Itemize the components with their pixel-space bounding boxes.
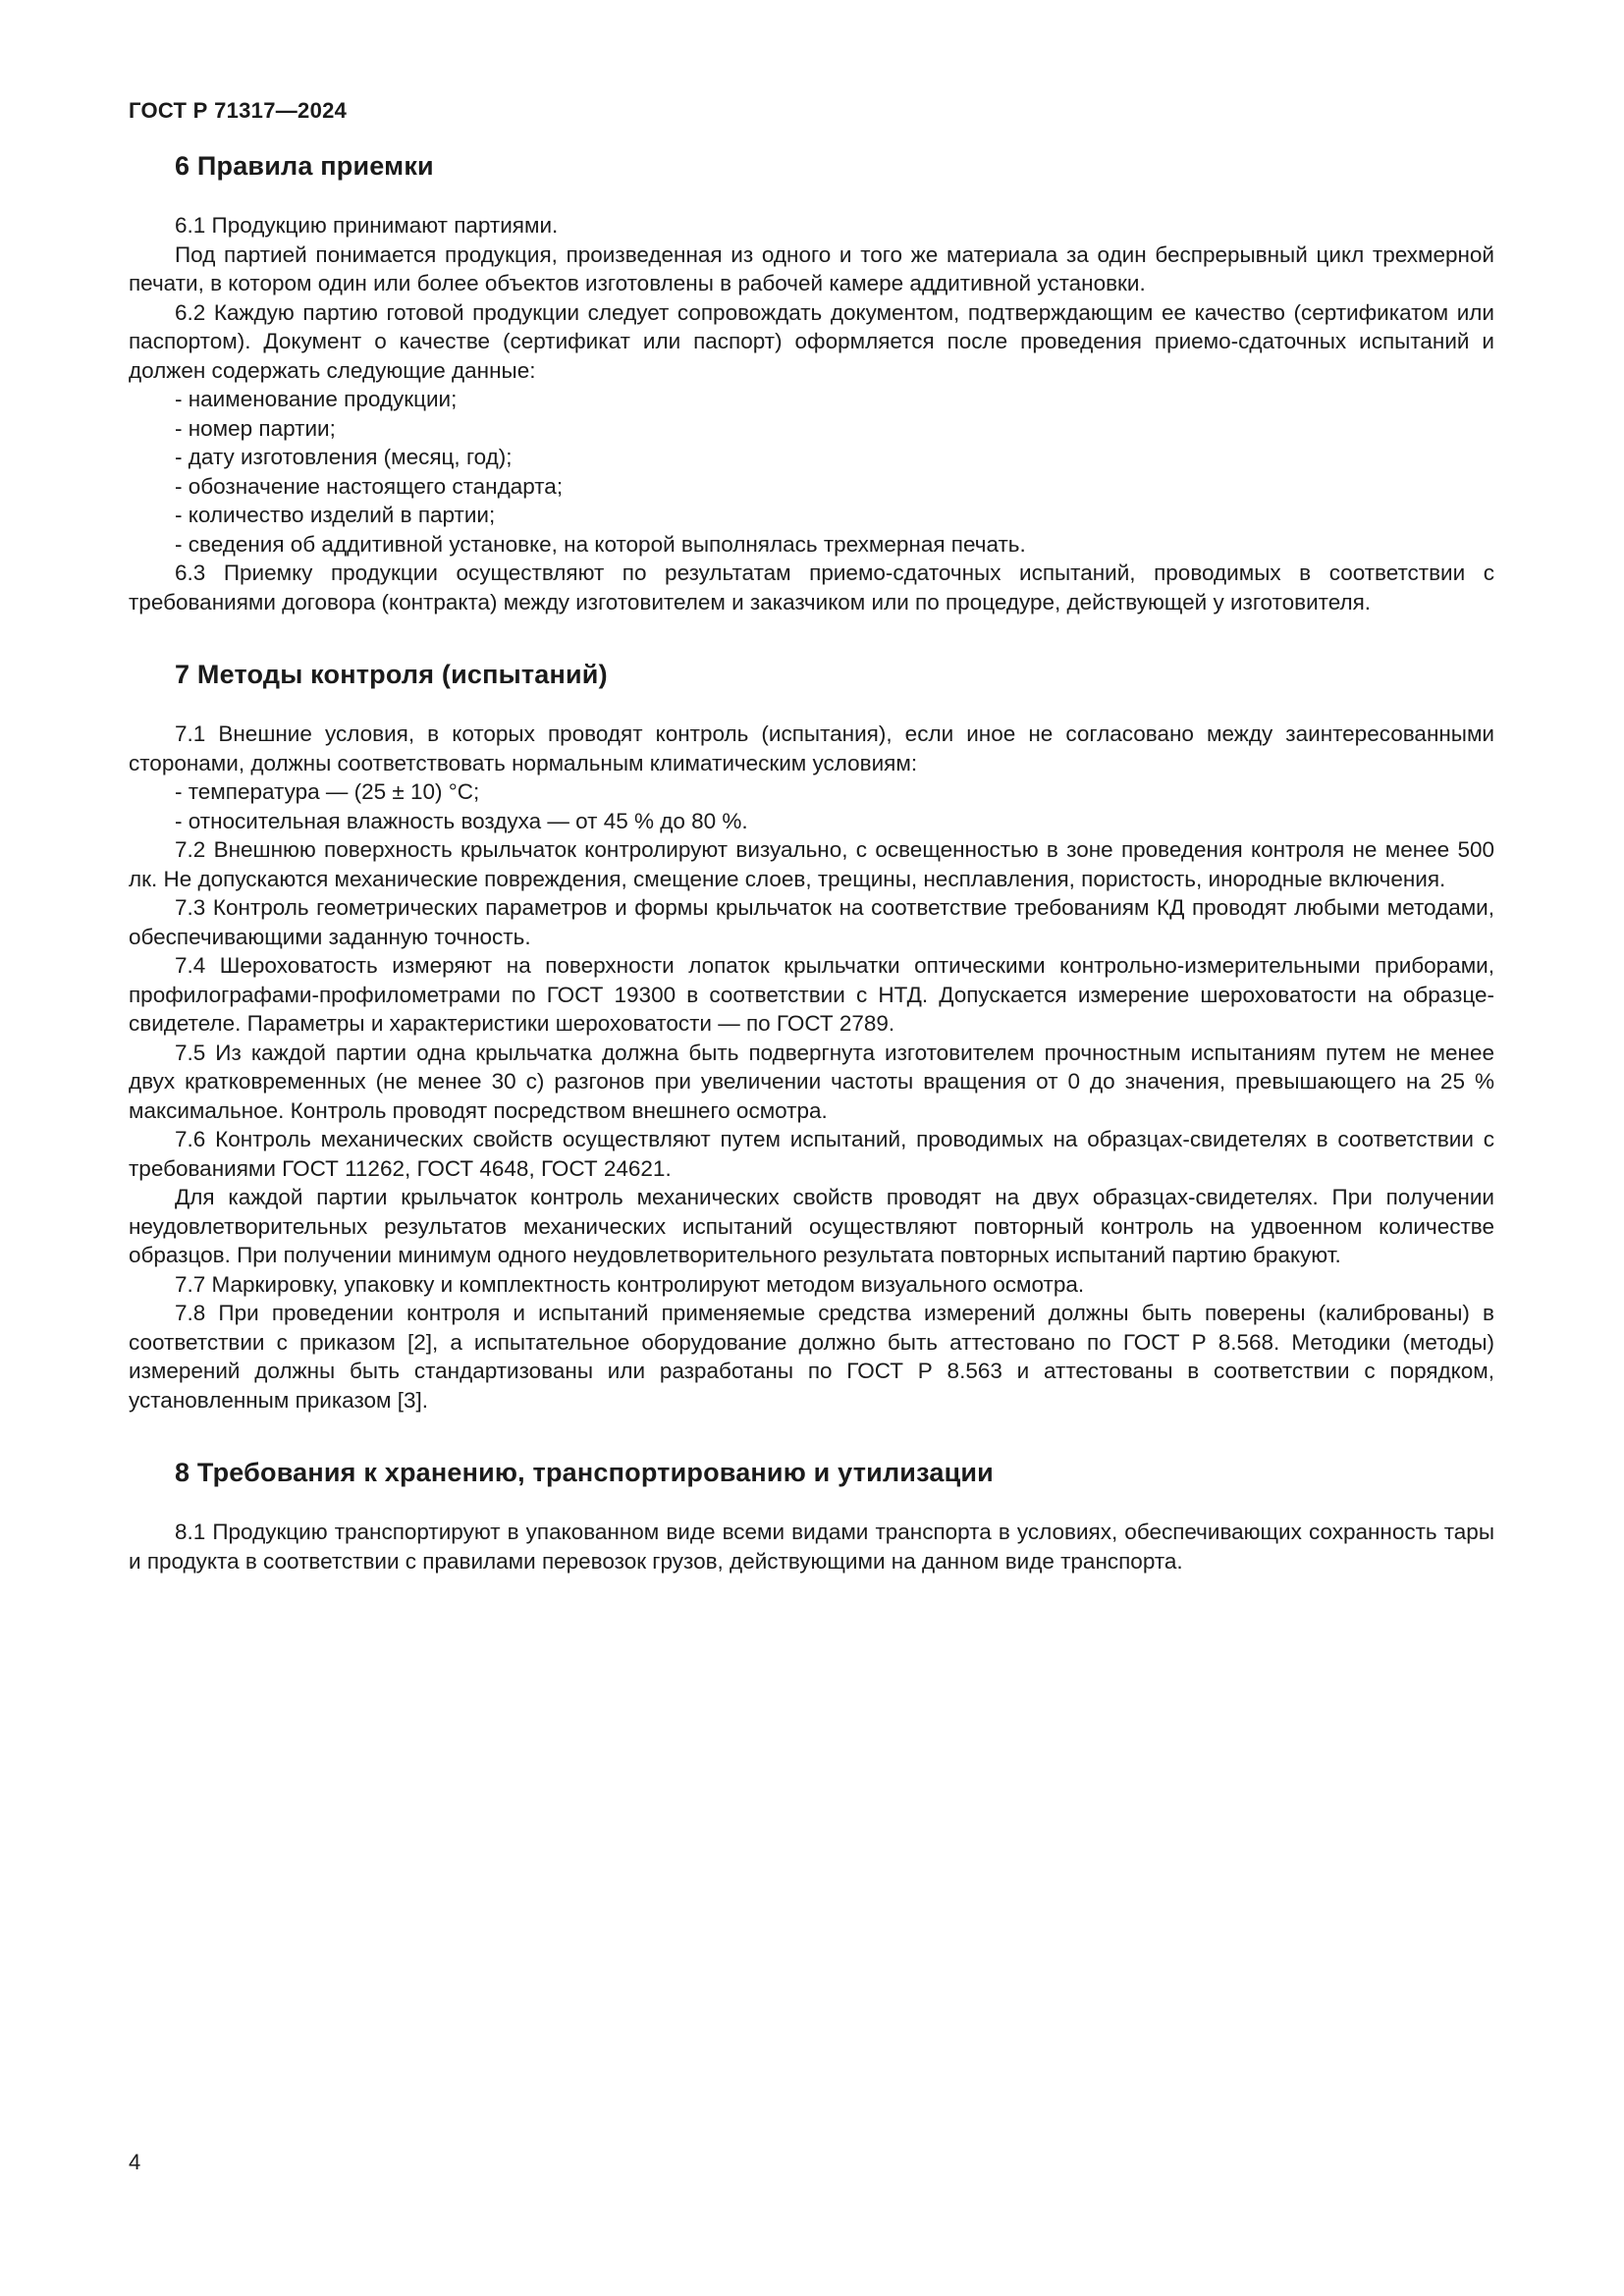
paragraph-7-5: 7.5 Из каждой партии одна крыльчатка должна быть подвергнута изготовителем прочностным испытаниям путем не менее двух кратковременных (не менее 30 с) разгонов при увеличении частоты вращения от 0 до значения, превышающего на 25 % максимальное. Контроль проводят посредством внешнего осмотра.	[129, 1040, 1494, 1123]
list-item: - количество изделий в партии;	[175, 503, 496, 527]
paragraph-7-6: 7.6 Контроль механических свойств осуществляют путем испытаний, проводимых на образцах-свидетелях в соответствии с требованиями ГОСТ 11262, ГОСТ 4648, ГОСТ 24621.	[129, 1127, 1494, 1181]
list-item: - относительная влажность воздуха — от 45 % до 80 %.	[175, 808, 748, 833]
section-7-title: 7 Методы контроля (испытаний)	[175, 660, 608, 689]
paragraph-6-1: 6.1 Продукцию принимают партиями.	[175, 213, 559, 238]
paragraph-7-4: 7.4 Шероховатость измеряют на поверхности лопаток крыльчатки оптическими контрольно-измерительными приборами, профилографами-профилометрами по ГОСТ 19300 в соответствии с НТД. Допускается измерение шероховатости на образце-свидетеле. Параметры и характеристики шероховатости — по ГОСТ 2789.	[129, 953, 1494, 1036]
list-item: - сведения об аддитивной установке, на которой выполнялась трехмерная печать.	[175, 531, 1026, 557]
paragraph-7-6-cont: Для каждой партии крыльчаток контроль механических свойств проводят на двух образцах-свидетелях. При получении неудовлетворительных результатов механических испытаний осуществляют повторный контроль на удвоенном количестве образцов. При получении минимум одного неудовлетворительного результата повторных испытаний партию бракуют.	[129, 1185, 1494, 1267]
section-8-title: 8 Требования к хранению, транспортированию и утилизации	[175, 1458, 994, 1487]
list-item: - номер партии;	[175, 415, 336, 441]
document-content	[129, 98, 1494, 1575]
paragraph-7-2: 7.2 Внешнюю поверхность крыльчаток контролируют визуально, с освещенностью в зоне проведения контроля не менее 500 лк. Не допускаются механические повреждения, смещение слоев, трещины, несплавления, пористость, инородные включения.	[129, 837, 1494, 891]
paragraph-6-2: 6.2 Каждую партию готовой продукции следует сопровождать документом, подтверждающим ее качество (сертификатом или паспортом). Документ о качестве (сертификат или паспорт) оформляется после проведения приемо-сдаточных испытаний и должен содержать следующие данные:	[129, 299, 1494, 383]
list-item: - наименование продукции;	[175, 387, 458, 411]
list-item: - температура — (25 ± 10) °С;	[175, 779, 480, 804]
paragraph-6-3: 6.3 Приемку продукции осуществляют по результатам приемо-сдаточных испытаний, проводимых в соответствии с требованиями договора (контракта) между изготовителем и заказчиком или по процедуре, действующей у изготовителя.	[129, 561, 1494, 614]
page-number: 4	[129, 2150, 141, 2174]
section-6-title: 6 Правила приемки	[175, 151, 434, 181]
paragraph-7-3: 7.3 Контроль геометрических параметров и формы крыльчаток на соответствие требованиям КД проводят любыми методами, обеспечивающими заданную точность.	[129, 895, 1494, 949]
list-item: - обозначение настоящего стандарта;	[175, 473, 564, 499]
paragraph-7-1: 7.1 Внешние условия, в которых проводят контроль (испытания), если иное не согласовано между заинтересованными сторонами, должны соответствовать нормальным климатическим условиям:	[129, 721, 1494, 775]
document-header: ГОСТ Р 71317—2024	[129, 98, 348, 123]
paragraph-7-8: 7.8 При проведении контроля и испытаний применяемые средства измерений должны быть поверены (калиброваны) в соответствии с приказом [2], а испытательное оборудование должно быть аттестовано по ГОСТ Р 8.568. Методики (методы) измерений должны быть стандартизованы или разработаны по ГОСТ Р 8.563 и аттестованы в соответствии с порядком, установленным приказом [3].	[129, 1301, 1494, 1413]
paragraph-7-7: 7.7 Маркировку, упаковку и комплектность контролируют методом визуального осмотра.	[175, 1271, 1085, 1297]
list-item: - дату изготовления (месяц, год);	[175, 445, 513, 469]
paragraph-8-1: 8.1 Продукцию транспортируют в упакованном виде всеми видами транспорта в условиях, обеспечивающих сохранность тары и продукта в соответствии с правилами перевозок грузов, действующими на данном виде транспорта.	[129, 1520, 1494, 1574]
paragraph-6-1-cont: Под партией понимается продукция, произведенная из одного и того же материала за один беспрерывный цикл трехмерной печати, в котором один или более объектов изготовлены в рабочей камере аддитивной установки.	[129, 241, 1494, 295]
